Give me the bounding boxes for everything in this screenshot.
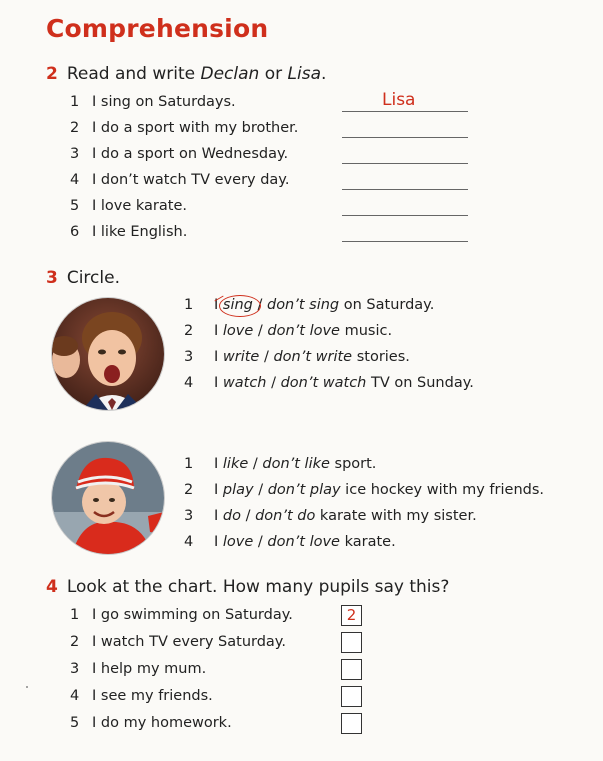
item-number: 4 — [70, 172, 80, 188]
s3-item — [184, 323, 392, 339]
item-number: 3 — [70, 146, 80, 162]
item-post: on Saturday. — [339, 297, 435, 313]
answer-line[interactable] — [342, 215, 468, 216]
s4-item — [70, 715, 232, 731]
item-text: I do a sport on Wednesday. — [92, 146, 289, 162]
item-text: I don’t watch TV every day. — [92, 172, 290, 188]
section-3-heading — [46, 268, 120, 288]
s3-item — [184, 349, 410, 365]
answer-circle — [219, 295, 261, 317]
item-number: 2 — [70, 120, 80, 136]
s2-item — [70, 120, 298, 136]
answer-line[interactable] — [342, 241, 468, 242]
instruction-text: Circle. — [66, 268, 120, 288]
s2-item — [70, 198, 187, 214]
s4-item — [70, 607, 293, 623]
item-post: sport. — [329, 456, 377, 472]
option-1[interactable]: write — [222, 349, 260, 365]
item-post: ice hockey with my friends. — [340, 482, 545, 498]
answer-box[interactable] — [341, 659, 362, 680]
stray-mark — [26, 686, 28, 688]
option-2[interactable]: don’t like — [262, 456, 330, 472]
item-text: I love karate. — [92, 198, 187, 214]
boy-red-hat-photo — [52, 442, 164, 554]
instruction-text: Look at the chart. How many pupils say this? — [66, 577, 450, 597]
item-number: 3 — [184, 508, 194, 524]
answer-line[interactable] — [342, 111, 468, 112]
s4-item — [70, 688, 213, 704]
option-separator: / — [253, 482, 268, 498]
item-number: 1 — [70, 94, 80, 110]
item-pre: I — [214, 297, 223, 313]
option-separator: / — [253, 534, 268, 550]
s3-item — [184, 456, 376, 472]
answer-box[interactable]: 2 — [341, 605, 362, 626]
item-number: 3 — [70, 661, 80, 677]
option-1[interactable]: watch — [222, 375, 267, 391]
option-2[interactable]: don’t love — [267, 323, 340, 339]
item-post: stories. — [352, 349, 410, 365]
answer-box[interactable] — [341, 713, 362, 734]
section-number: 4 — [46, 577, 58, 597]
item-text: I watch TV every Saturday. — [92, 634, 286, 650]
item-number: 4 — [70, 688, 80, 704]
name-lisa: Lisa — [287, 64, 321, 84]
option-separator: / — [266, 375, 281, 391]
option-1[interactable]: love — [222, 534, 254, 550]
instruction-text: Read and write — [66, 64, 201, 84]
section-number: 2 — [46, 64, 58, 84]
answer-line[interactable] — [342, 189, 468, 190]
answer-text: Lisa — [382, 90, 416, 110]
s3-item — [184, 375, 474, 391]
option-2[interactable]: don’t love — [267, 534, 340, 550]
s2-item — [70, 94, 236, 110]
item-number: 1 — [184, 297, 194, 313]
s4-item — [70, 661, 206, 677]
answer-box[interactable] — [341, 686, 362, 707]
item-post: karate. — [339, 534, 396, 550]
section-number: 3 — [46, 268, 58, 288]
option-separator: / — [253, 323, 268, 339]
item-pre: I — [214, 323, 223, 339]
item-number: 5 — [70, 715, 80, 731]
option-separator: / — [248, 456, 263, 472]
option-separator: / — [240, 508, 256, 524]
answer-line[interactable] — [342, 137, 468, 138]
option-1[interactable]: play — [222, 482, 254, 498]
item-text: I sing on Saturdays. — [92, 94, 236, 110]
item-number: 2 — [184, 482, 194, 498]
item-text: I see my friends. — [92, 688, 213, 704]
section-4-heading — [46, 577, 449, 597]
option-1[interactable]: do — [222, 508, 241, 524]
item-pre: I — [214, 508, 223, 524]
item-pre: I — [214, 482, 223, 498]
name-declan: Declan — [200, 64, 260, 84]
option-1[interactable]: sing — [222, 297, 253, 313]
item-text: I go swimming on Saturday. — [92, 607, 293, 623]
item-pre: I — [214, 456, 223, 472]
item-text: I like English. — [92, 224, 188, 240]
option-2[interactable]: don’t write — [273, 349, 353, 365]
item-post: music. — [339, 323, 393, 339]
item-number: 5 — [70, 198, 80, 214]
option-1[interactable]: love — [222, 323, 254, 339]
s2-item — [70, 146, 288, 162]
item-number: 6 — [70, 224, 80, 240]
answer-line[interactable] — [342, 163, 468, 164]
option-2[interactable]: don’t sing — [266, 297, 340, 313]
item-number: 1 — [184, 456, 194, 472]
item-pre: I — [214, 375, 223, 391]
item-text: I help my mum. — [92, 661, 207, 677]
s2-item — [70, 224, 187, 240]
page-title: Comprehension — [46, 14, 269, 43]
item-number: 2 — [184, 323, 194, 339]
girl-singing-photo — [52, 298, 164, 410]
s2-item — [70, 172, 289, 188]
s3-item — [184, 508, 477, 524]
item-number: 4 — [184, 534, 194, 550]
option-2[interactable]: don’t watch — [280, 375, 367, 391]
section-2-heading — [46, 64, 326, 84]
item-number: 3 — [184, 349, 194, 365]
instruction-or: or — [259, 64, 288, 84]
instruction-dot: . — [320, 64, 327, 84]
option-1[interactable]: like — [222, 456, 249, 472]
item-number: 4 — [184, 375, 194, 391]
s4-item — [70, 634, 286, 650]
answer-box[interactable] — [341, 632, 362, 653]
item-text: I do my homework. — [92, 715, 232, 731]
item-number: 1 — [70, 607, 80, 623]
item-text: I do a sport with my brother. — [92, 120, 299, 136]
option-2[interactable]: don’t play — [267, 482, 341, 498]
s3-item — [184, 482, 544, 498]
option-2[interactable]: don’t do — [255, 508, 316, 524]
item-post: TV on Sunday. — [366, 375, 474, 391]
option-separator: / — [252, 297, 267, 313]
option-separator: / — [259, 349, 274, 365]
item-post: karate with my sister. — [315, 508, 477, 524]
item-pre: I — [214, 349, 223, 365]
item-number: 2 — [70, 634, 80, 650]
item-pre: I — [214, 534, 223, 550]
s3-item — [184, 534, 396, 550]
